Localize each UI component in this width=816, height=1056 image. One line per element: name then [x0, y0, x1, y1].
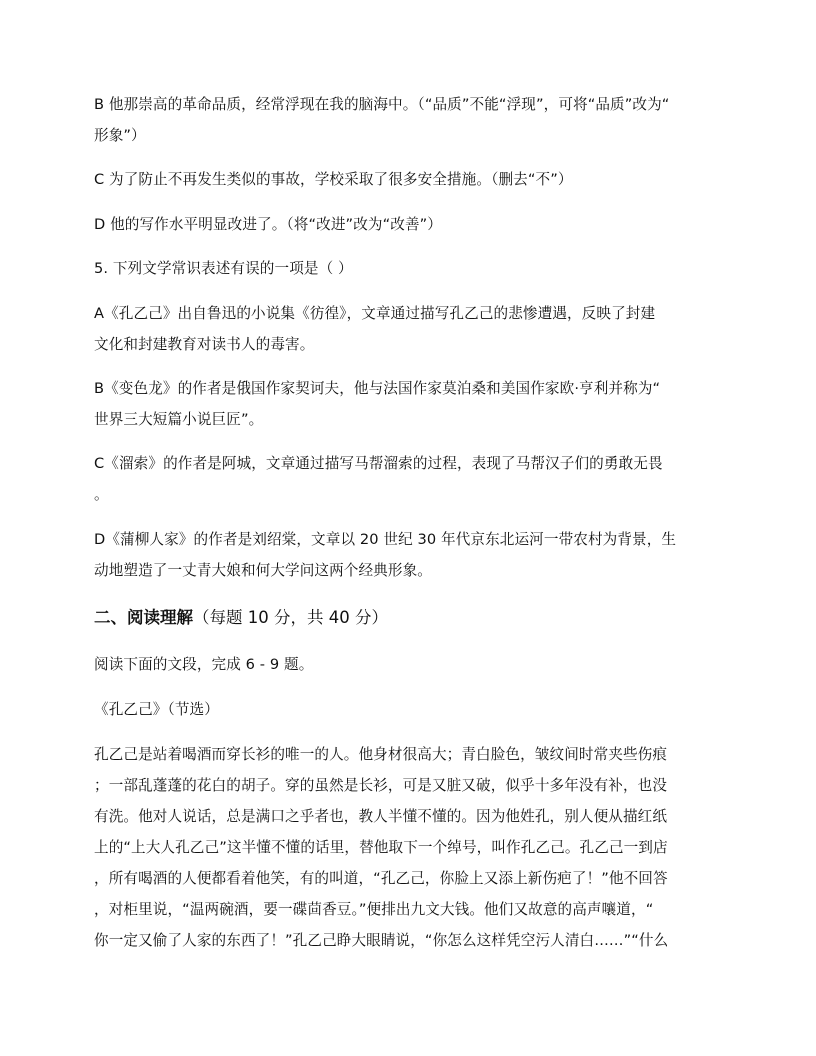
passage-line-6: ，对柜里说，“温两碗酒，要一碟茴香豆。”便排出九文大钱。他们又故意的高声嚷道，“: [94, 901, 654, 918]
reading-instruction: 阅读下面的文段，完成 6 - 9 题。: [94, 656, 314, 673]
passage-line-7: 你一定又偷了人家的东西了！”孔乙己睁大眼睛说，“你怎么这样凭空污人清白……”“什么: [94, 932, 669, 949]
passage-line-4: 上的“上大人孔乙己”这半懂不懂的话里，替他取下一个绰号，叫作孔乙己。孔乙己一到店: [94, 839, 668, 856]
option-b-line-2: 形象”）: [94, 127, 146, 144]
section-title: 二、阅读理解: [94, 608, 193, 627]
section-score-note: （每题 10 分，共 40 分）: [193, 608, 388, 627]
passage-title: 《孔乙己》（节选）: [94, 701, 219, 718]
passage-line-3: 有洗。他对人说话，总是满口之乎者也，教人半懂不懂的。因为他姓孔，别人便从描红纸: [94, 808, 668, 825]
q5-option-c-line-2: 。: [94, 486, 109, 503]
q5-option-d-line-1: D《蒲柳人家》的作者是刘绍棠，文章以 20 世纪 30 年代京东北运河一带农村为背景，生: [94, 531, 677, 548]
passage-line-2: ；一部乱蓬蓬的花白的胡子。穿的虽然是长衫，可是又脏又破，似乎十多年没有补，也没: [94, 777, 668, 794]
q5-option-d-line-2: 动地塑造了一丈青大娘和何大学问这两个经典形象。: [94, 562, 432, 579]
q5-option-c-line-1: C《溜索》的作者是阿城，文章通过描写马帮溜索的过程，表现了马帮汉子们的勇敢无畏: [94, 455, 663, 472]
passage-line-1: 孔乙己是站着喝酒而穿长衫的唯一的人。他身材很高大；青白脸色，皱纹间时常夹些伤痕: [94, 746, 668, 763]
question-5: 5. 下列文学常识表述有误的一项是（ ）: [94, 260, 353, 277]
q5-option-a-line-1: A《孔乙己》出自鲁迅的小说集《彷徨》，文章通过描写孔乙己的悲惨遭遇，反映了封建: [94, 305, 656, 322]
option-c-line: C 为了防止不再发生类似的事故，学校采取了很多安全措施。（删去“不”）: [94, 171, 573, 188]
passage-line-5: ，所有喝酒的人便都看着他笑，有的叫道，“孔乙己，你脸上又添上新伤疤了！”他不回答: [94, 870, 668, 887]
q5-option-a-line-2: 文化和封建教育对读书人的毒害。: [94, 336, 315, 353]
q5-option-b-line-2: 世界三大短篇小说巨匠”。: [94, 411, 264, 428]
q5-option-b-line-1: B《变色龙》的作者是俄国作家契诃夫，他与法国作家莫泊桑和美国作家欧·亨利并称为“: [94, 380, 661, 397]
option-d-line: D 他的写作水平明显改进了。（将“改进”改为“改善”）: [94, 216, 442, 233]
option-b-line-1: B 他那崇高的革命品质，经常浮现在我的脑海中。（“品质”不能“浮现”，可将“品质”改为“: [94, 96, 670, 113]
section-heading: [94, 607, 388, 629]
